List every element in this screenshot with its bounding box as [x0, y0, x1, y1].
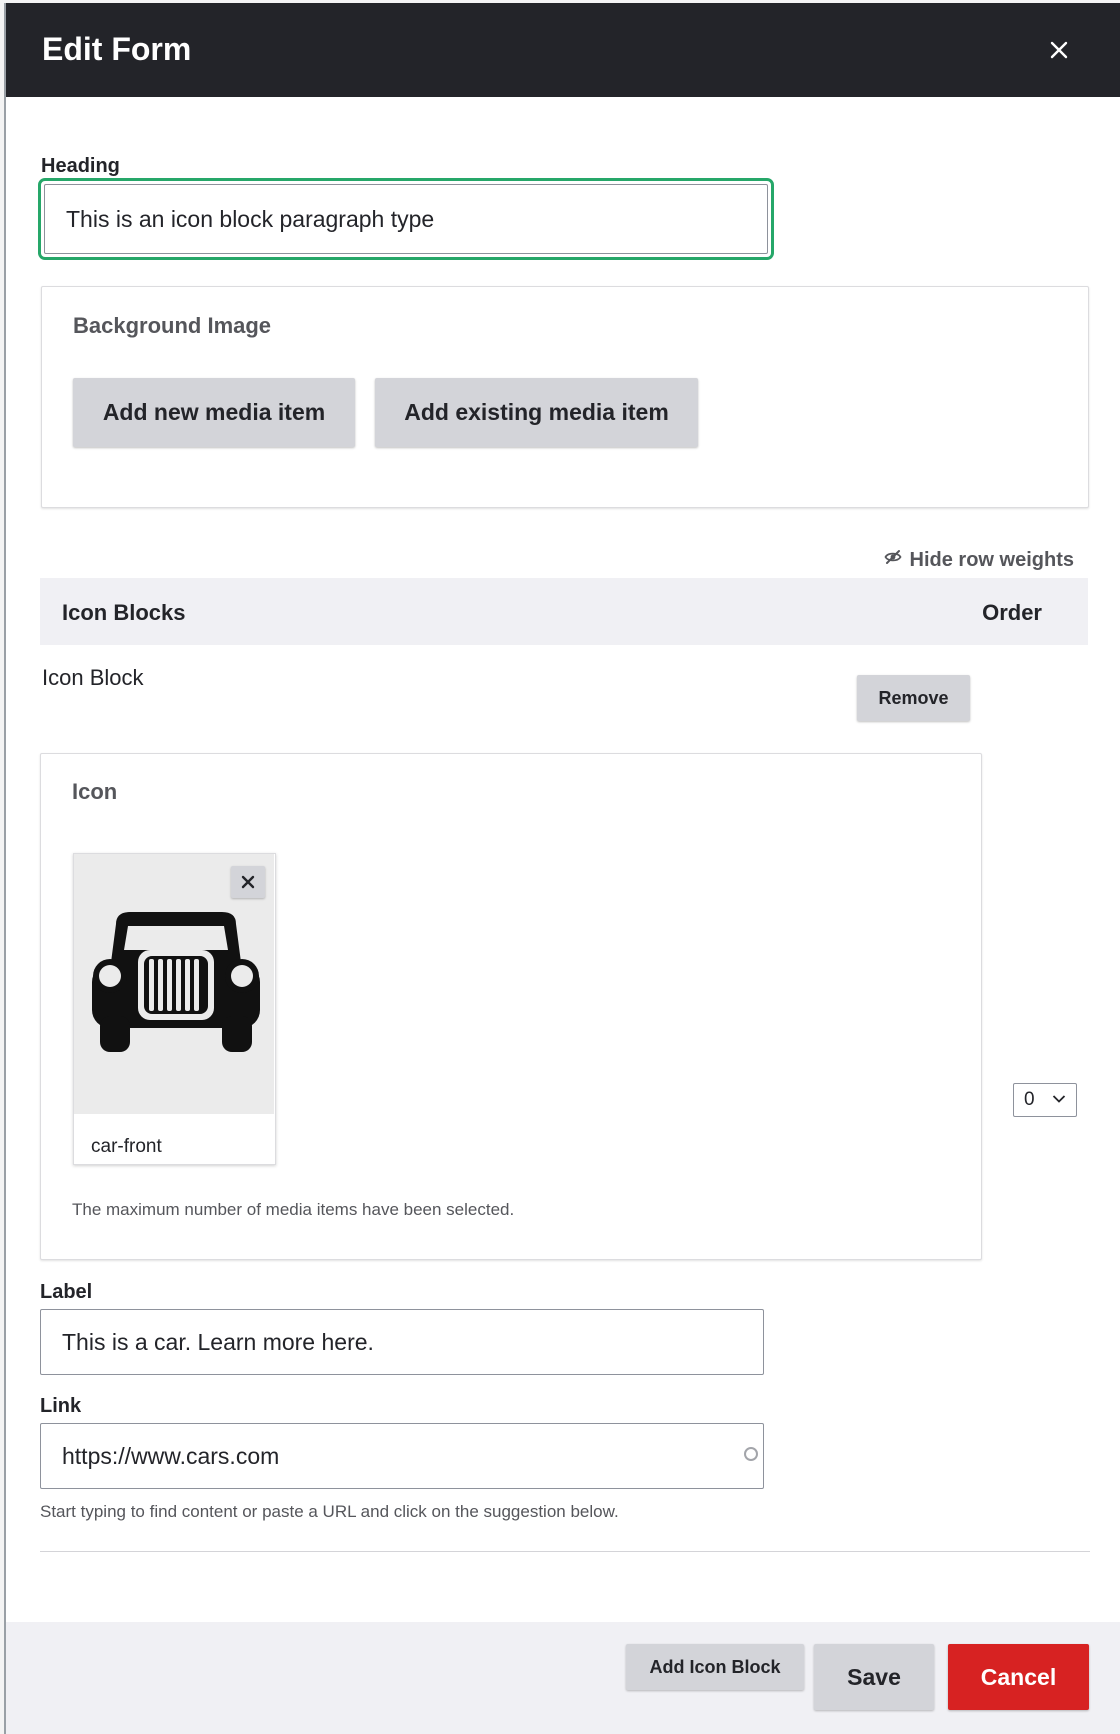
icon-legend: Icon	[72, 779, 118, 804]
dialog-titlebar	[6, 3, 1120, 97]
dialog-title: Edit Form	[42, 31, 192, 67]
save-button[interactable]: Save	[814, 1644, 934, 1710]
hide-row-weights-link[interactable]	[884, 548, 1074, 572]
remove-media-icon[interactable]	[231, 866, 265, 898]
label-input[interactable]	[40, 1309, 764, 1375]
add-new-media-button[interactable]: Add new media item	[73, 378, 355, 447]
edit-form-dialog	[4, 3, 1120, 1734]
add-existing-media-button[interactable]: Add existing media item	[375, 378, 698, 447]
heading-focus-ring	[38, 178, 774, 260]
link-field-label: Link	[40, 1395, 82, 1417]
row-weight-select[interactable]	[1013, 1083, 1077, 1117]
media-item-card	[73, 853, 276, 1165]
row-weight-value: 0	[1024, 1089, 1035, 1110]
hide-row-weights-label: Hide row weights	[909, 548, 1074, 571]
heading-label: Heading	[41, 155, 120, 177]
eye-slash-icon	[884, 548, 902, 572]
icon-blocks-column-title: Icon Blocks	[62, 600, 186, 625]
link-input[interactable]	[40, 1423, 764, 1489]
media-item-name: car-front	[91, 1136, 162, 1157]
remove-button[interactable]: Remove	[857, 675, 970, 721]
order-column-title: Order	[982, 600, 1042, 625]
icon-block-row-title: Icon Block	[42, 665, 144, 690]
dialog-footer	[6, 1622, 1120, 1734]
label-field-label: Label	[40, 1281, 93, 1303]
background-image-fieldset	[41, 286, 1089, 508]
link-description: Start typing to find content or paste a URL and click on the suggestion below.	[40, 1502, 619, 1521]
background-image-legend: Background Image	[73, 313, 272, 338]
icon-blocks-table-header	[40, 578, 1088, 645]
autocomplete-throbber-icon	[743, 1446, 759, 1462]
add-icon-block-button[interactable]: Add Icon Block	[626, 1644, 804, 1690]
close-icon[interactable]	[1042, 33, 1076, 67]
max-media-message: The maximum number of media items have been selected.	[72, 1200, 515, 1219]
heading-input[interactable]	[44, 184, 768, 254]
form-divider	[40, 1551, 1090, 1552]
cancel-button[interactable]: Cancel	[948, 1644, 1089, 1710]
